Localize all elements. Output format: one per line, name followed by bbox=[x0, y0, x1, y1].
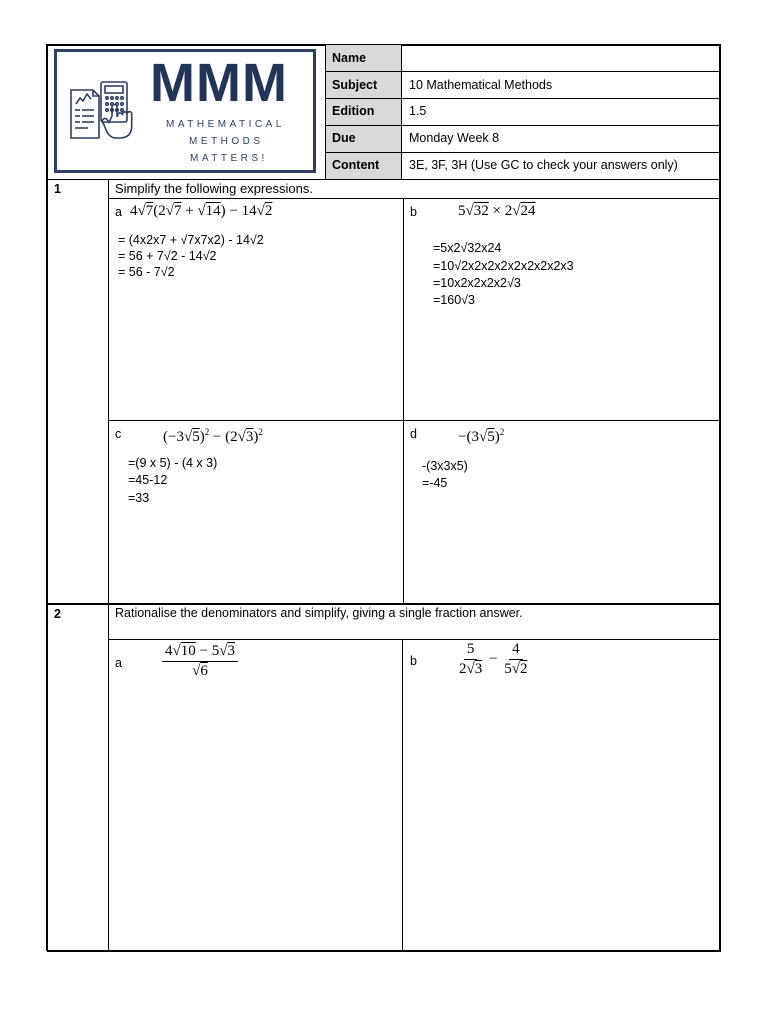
content-value: 3E, 3F, 3H (Use GC to check your answers only) bbox=[409, 158, 678, 172]
question-2-number: 2 bbox=[54, 607, 61, 621]
q1d-answer-line-2: =-45 bbox=[422, 476, 448, 490]
due-value: Monday Week 8 bbox=[409, 131, 500, 145]
due-label: Due bbox=[332, 131, 356, 145]
q1a-answer-line-1: = (4x2x7 + √7x7x2) - 14√2 bbox=[118, 233, 264, 247]
q1a-expression: 4√7(2√7 + √14) − 14√2 bbox=[130, 203, 273, 219]
q1d-letter: d bbox=[410, 427, 417, 441]
logo-line1: MATHEMATICAL bbox=[166, 119, 285, 130]
q1c-answer-line-2: =45-12 bbox=[128, 473, 168, 487]
logo-line3: MATTERS! bbox=[190, 153, 268, 164]
q1c-answer-line-3: =33 bbox=[128, 491, 150, 505]
q1a-answer-line-3: = 56 - 7√2 bbox=[118, 265, 175, 279]
q1a-letter: a bbox=[115, 205, 122, 219]
question-1-number: 1 bbox=[54, 182, 61, 196]
q1b-answer-line-3: =10x2x2x2x2√3 bbox=[433, 276, 521, 290]
q1c-answer-line-1: =(9 x 5) - (4 x 3) bbox=[128, 456, 218, 470]
q1b-expression: 5√32 × 2√24 bbox=[458, 203, 536, 219]
q1b-answer-line-1: =5x2√32x24 bbox=[433, 241, 502, 255]
q1d-answer-line-1: -(3x3x5) bbox=[422, 459, 468, 473]
q1a-answer-line-2: = 56 + 7√2 - 14√2 bbox=[118, 249, 217, 263]
edition-label: Edition bbox=[332, 104, 375, 118]
subject-value: 10 Mathematical Methods bbox=[409, 78, 553, 92]
q2a-expression: $\frac{4√10 - 5√3}{√6}$ bbox=[162, 643, 238, 680]
calculator-icon bbox=[68, 80, 138, 152]
q2b-letter: b bbox=[410, 654, 417, 668]
q1b-answer-line-2: =10√2x2x2x2x2x2x2x2x3 bbox=[433, 259, 574, 273]
question-1-prompt: Simplify the following expressions. bbox=[115, 181, 313, 196]
q1c-letter: c bbox=[115, 427, 122, 441]
edition-value: 1.5 bbox=[409, 104, 427, 118]
subject-label: Subject bbox=[332, 78, 378, 92]
q1c-expression: $(-3√5)^2 - (2√3)^2$ bbox=[163, 427, 263, 445]
question-2-prompt: Rationalise the denominators and simplify, giving a single fraction answer. bbox=[115, 606, 523, 620]
logo-line2: METHODS bbox=[189, 136, 264, 147]
q2b-expression: $\frac{5}{2√3}$ − $\frac{4}{5√2}$ bbox=[459, 641, 528, 677]
q1b-letter: b bbox=[410, 205, 417, 219]
name-label: Name bbox=[332, 51, 367, 65]
logo-title: MMM bbox=[150, 53, 288, 113]
content-label: Content bbox=[332, 158, 380, 172]
q1b-answer-line-4: =160√3 bbox=[433, 293, 475, 307]
q1d-expression: $-(3√5)^2$ bbox=[458, 427, 505, 445]
q2a-letter: a bbox=[115, 656, 122, 670]
